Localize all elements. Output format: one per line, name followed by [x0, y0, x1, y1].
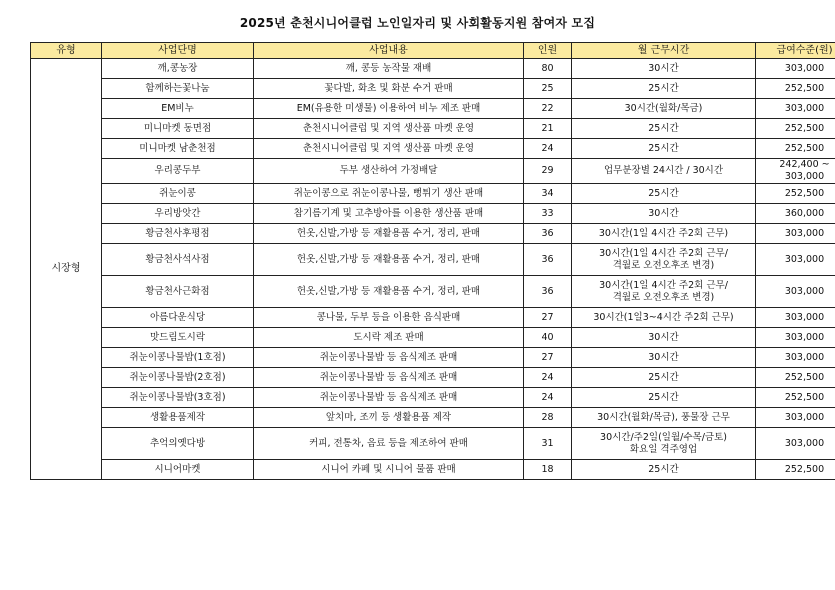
table-row — [31, 276, 835, 308]
project-content-cell: 헌옷,신발,가방 등 재활용품 수거, 정리, 판매 — [254, 224, 524, 244]
project-content-cell: 콩나물, 두부 등을 이용한 음식판매 — [254, 308, 524, 328]
project-content-cell: 커피, 전통차, 음료 등을 제조하여 판매 — [254, 428, 524, 460]
project-name-cell: 시니어마켓 — [102, 460, 254, 480]
project-content-cell: EM(유용한 미생물) 이용하여 비누 제조 판매 — [254, 99, 524, 119]
monthly-hours-cell: 30시간(1일3~4시간 주2회 근무) — [572, 308, 756, 328]
headcount-cell: 25 — [524, 79, 572, 99]
project-name-cell: 생활용품제작 — [102, 408, 254, 428]
monthly-hours-cell: 25시간 — [572, 368, 756, 388]
headcount-cell: 31 — [524, 428, 572, 460]
monthly-hours-cell: 30시간(월화/목금) — [572, 99, 756, 119]
headcount-cell: 36 — [524, 276, 572, 308]
table-row — [31, 388, 835, 408]
pay-level-cell: 303,000 — [756, 408, 835, 428]
pay-level-cell: 303,000 — [756, 276, 835, 308]
monthly-hours-cell: 업무분장별 24시간 / 30시간 — [572, 159, 756, 184]
project-name-cell: 맛드림도시락 — [102, 328, 254, 348]
pay-level-cell: 252,500 — [756, 368, 835, 388]
table-row — [31, 184, 835, 204]
monthly-hours-cell: 30시간(1일 4시간 주2회 근무/ 격월로 오전오후조 변경) — [572, 244, 756, 276]
project-content-cell: 꽃다발, 화초 및 화분 수거 판매 — [254, 79, 524, 99]
document-title: 2025년 춘천시니어클럽 노인일자리 및 사회활동지원 참여자 모집 — [239, 16, 596, 30]
table-header-row — [31, 43, 835, 59]
table-row — [31, 204, 835, 224]
monthly-hours-cell: 25시간 — [572, 139, 756, 159]
monthly-hours-cell: 30시간/주2일(일월/수목/금토) 화요일 격주영업 — [572, 428, 756, 460]
project-name-cell: 쥐눈이콩나물밥(3호점) — [102, 388, 254, 408]
project-name-cell: 황금천사근화점 — [102, 276, 254, 308]
header-pay-level: 급여수준(원) — [756, 43, 835, 59]
pay-level-cell: 252,500 — [756, 139, 835, 159]
pay-level-cell: 252,500 — [756, 79, 835, 99]
project-content-cell: 깨, 콩등 농작물 재배 — [254, 59, 524, 79]
header-headcount: 인원 — [524, 43, 572, 59]
headcount-cell: 36 — [524, 224, 572, 244]
header-project-content: 사업내용 — [254, 43, 524, 59]
project-name-cell: 쥐눈이콩나물밥(2호점) — [102, 368, 254, 388]
project-content-cell: 앞치마, 조끼 등 생활용품 제작 — [254, 408, 524, 428]
table-row — [31, 244, 835, 276]
project-content-cell: 두부 생산하여 가정배달 — [254, 159, 524, 184]
table-row — [31, 159, 835, 184]
pay-level-cell: 303,000 — [756, 348, 835, 368]
monthly-hours-cell: 30시간(1일 4시간 주2회 근무) — [572, 224, 756, 244]
project-name-cell: EM비누 — [102, 99, 254, 119]
headcount-cell: 29 — [524, 159, 572, 184]
headcount-cell: 27 — [524, 308, 572, 328]
project-name-cell: 황금천사후평점 — [102, 224, 254, 244]
pay-level-cell: 303,000 — [756, 308, 835, 328]
recruitment-table — [30, 42, 835, 480]
pay-level-cell: 303,000 — [756, 59, 835, 79]
pay-level-cell: 242,400 ~ 303,000 — [756, 159, 835, 184]
project-name-cell: 아름다운식당 — [102, 308, 254, 328]
monthly-hours-cell: 25시간 — [572, 79, 756, 99]
headcount-cell: 36 — [524, 244, 572, 276]
monthly-hours-cell: 30시간(월화/목금), 풍물장 근무 — [572, 408, 756, 428]
project-content-cell: 헌옷,신발,가방 등 재활용품 수거, 정리, 판매 — [254, 276, 524, 308]
table-row — [31, 139, 835, 159]
monthly-hours-cell: 30시간 — [572, 204, 756, 224]
headcount-cell: 21 — [524, 119, 572, 139]
table-row — [31, 308, 835, 328]
project-content-cell: 쥐눈이콩나물밥 등 음식제조 판매 — [254, 368, 524, 388]
table-row — [31, 79, 835, 99]
project-name-cell: 함께하는꽃나눔 — [102, 79, 254, 99]
headcount-cell: 33 — [524, 204, 572, 224]
headcount-cell: 24 — [524, 139, 572, 159]
monthly-hours-cell: 30시간 — [572, 328, 756, 348]
pay-level-cell: 252,500 — [756, 119, 835, 139]
headcount-cell: 34 — [524, 184, 572, 204]
pay-level-cell: 360,000 — [756, 204, 835, 224]
table-row — [31, 460, 835, 480]
headcount-cell: 24 — [524, 388, 572, 408]
project-name-cell: 우리방앗간 — [102, 204, 254, 224]
type-cell: 시장형 — [31, 59, 102, 480]
table-row — [31, 99, 835, 119]
header-project-name: 사업단명 — [102, 43, 254, 59]
pay-level-cell: 303,000 — [756, 428, 835, 460]
pay-level-cell: 252,500 — [756, 388, 835, 408]
project-content-cell: 시니어 카페 및 시니어 물품 판매 — [254, 460, 524, 480]
monthly-hours-cell: 25시간 — [572, 119, 756, 139]
project-content-cell: 참기름기계 및 고추방아를 이용한 생산품 판매 — [254, 204, 524, 224]
project-name-cell: 미니마켓 남춘천점 — [102, 139, 254, 159]
headcount-cell: 40 — [524, 328, 572, 348]
project-name-cell: 우리콩두부 — [102, 159, 254, 184]
table-row — [31, 348, 835, 368]
table-row — [31, 224, 835, 244]
monthly-hours-cell: 30시간(1일 4시간 주2회 근무/ 격월로 오전오후조 변경) — [572, 276, 756, 308]
table-row — [31, 408, 835, 428]
pay-level-cell: 252,500 — [756, 460, 835, 480]
project-content-cell: 헌옷,신발,가방 등 재활용품 수거, 정리, 판매 — [254, 244, 524, 276]
pay-level-cell: 303,000 — [756, 244, 835, 276]
headcount-cell: 24 — [524, 368, 572, 388]
header-type: 유형 — [31, 43, 102, 59]
table-row — [31, 328, 835, 348]
project-content-cell: 도시락 제조 판매 — [254, 328, 524, 348]
monthly-hours-cell: 30시간 — [572, 348, 756, 368]
table-row — [31, 368, 835, 388]
project-name-cell: 추억의옛다방 — [102, 428, 254, 460]
headcount-cell: 28 — [524, 408, 572, 428]
monthly-hours-cell: 25시간 — [572, 460, 756, 480]
project-content-cell: 춘천시니어클럽 및 지역 생산품 마켓 운영 — [254, 119, 524, 139]
table-row — [31, 428, 835, 460]
monthly-hours-cell: 25시간 — [572, 184, 756, 204]
project-content-cell: 쥐눈이콩나물밥 등 음식제조 판매 — [254, 348, 524, 368]
project-name-cell: 쥐눈이콩나물밥(1호점) — [102, 348, 254, 368]
project-content-cell: 쥐눈이콩나물밥 등 음식제조 판매 — [254, 388, 524, 408]
pay-level-cell: 303,000 — [756, 328, 835, 348]
pay-level-cell: 303,000 — [756, 224, 835, 244]
headcount-cell: 80 — [524, 59, 572, 79]
project-name-cell: 미니마켓 동면점 — [102, 119, 254, 139]
project-content-cell: 춘천시니어클럽 및 지역 생산품 마켓 운영 — [254, 139, 524, 159]
pay-level-cell: 252,500 — [756, 184, 835, 204]
headcount-cell: 18 — [524, 460, 572, 480]
pay-level-cell: 303,000 — [756, 99, 835, 119]
project-content-cell: 쥐눈이콩으로 쥐눈이콩나물, 뻥튀기 생산 판매 — [254, 184, 524, 204]
headcount-cell: 22 — [524, 99, 572, 119]
monthly-hours-cell: 25시간 — [572, 388, 756, 408]
project-name-cell: 쥐눈이콩 — [102, 184, 254, 204]
headcount-cell: 27 — [524, 348, 572, 368]
table-row — [31, 59, 835, 79]
header-monthly-hours: 월 근무시간 — [572, 43, 756, 59]
monthly-hours-cell: 30시간 — [572, 59, 756, 79]
table-row — [31, 119, 835, 139]
project-name-cell: 황금천사석사점 — [102, 244, 254, 276]
project-name-cell: 깨,콩농장 — [102, 59, 254, 79]
